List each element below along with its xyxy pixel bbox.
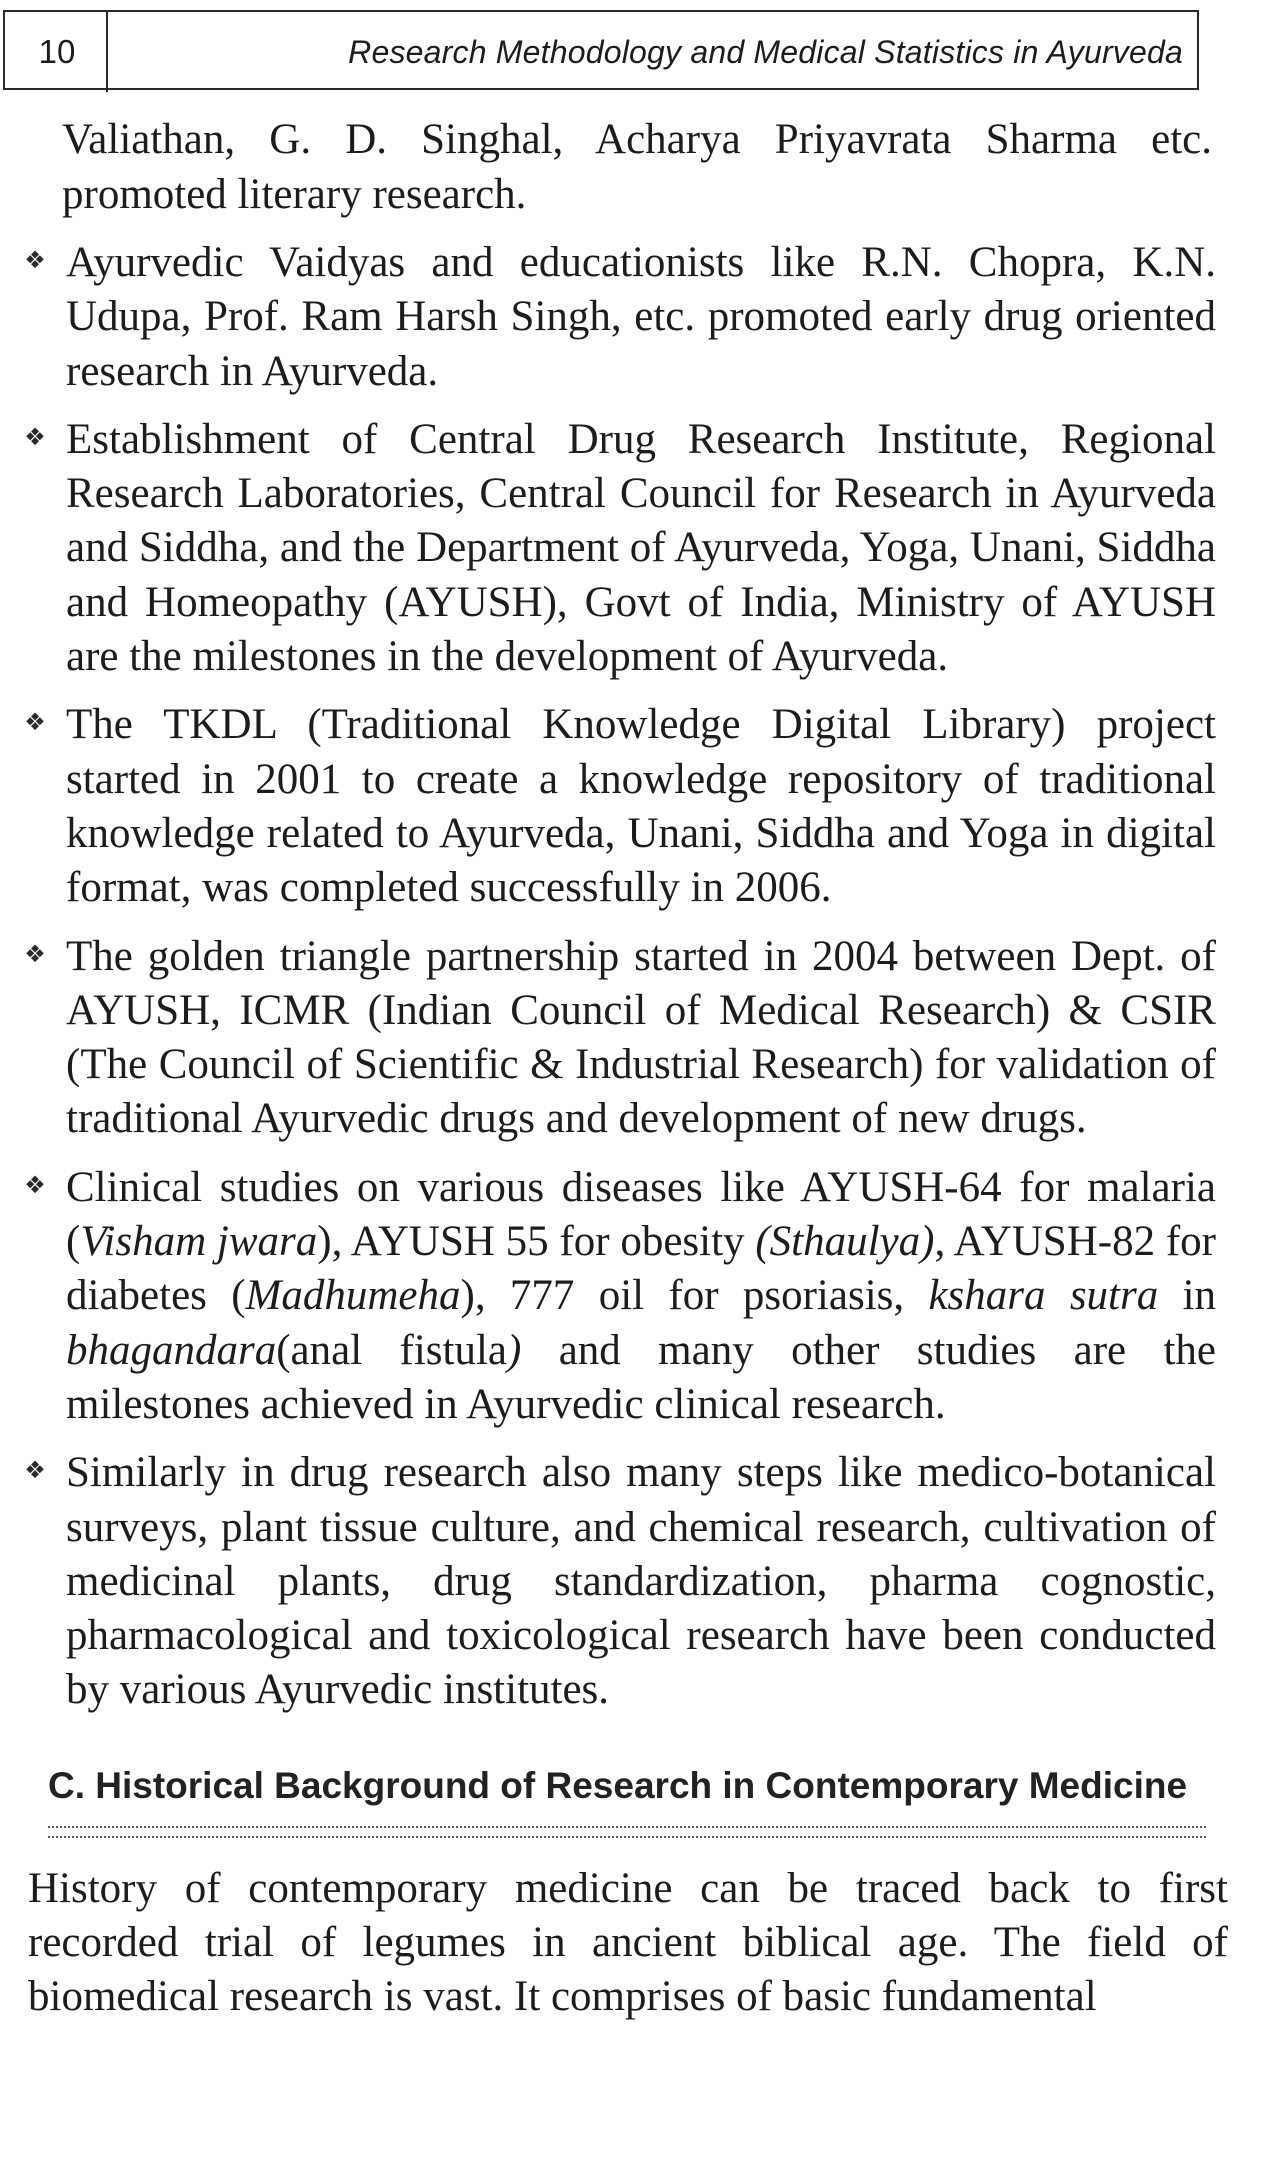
text-run: (anal fistula [276, 1326, 508, 1374]
italic-term: ) [507, 1326, 522, 1374]
continuation-paragraph: Valiathan, G. D. Singhal, Acharya Priyavrata Sharma etc. promoted literary research. [62, 116, 1212, 218]
page-body [0, 112, 1264, 2024]
list-item-text [66, 1161, 1216, 1432]
italic-term: Visham jwara [80, 1218, 318, 1266]
list-item-text: Ayurvedic Vaidyas and educationists like R.N. Chopra, K.N. Udupa, Prof. Ram Harsh Singh, etc. promoted early drug oriented research in Ayurveda. [66, 239, 1216, 395]
text-run: ), 777 oil for psoriasis, [460, 1272, 929, 1320]
italic-term: bhagandara [66, 1326, 277, 1374]
diamond-cluster-icon: ❖ [24, 246, 46, 274]
page-number: 10 [8, 12, 108, 92]
milestone-list [0, 236, 1264, 1718]
list-item [0, 1161, 1216, 1432]
list-item [0, 413, 1216, 684]
text-run: , AYUSH-82 for diabetes ( [66, 1218, 1216, 1320]
list-item [0, 930, 1216, 1147]
text-run: and many other studies are the milestones achieved in Ayurvedic clinical research. [66, 1326, 1216, 1428]
running-title: Research Methodology and Medical Statistics in Ayurveda [348, 33, 1183, 70]
italic-term: (Sthaulya) [755, 1218, 935, 1266]
heading-divider [48, 1826, 1206, 1838]
section-paragraph: History of contemporary medicine can be traced back to first recorded trial of legumes in ancient biblical age. The field of biomedical research is vast. It comprises of basic fundamental [28, 1864, 1228, 2020]
text-run: ), AYUSH 55 for obesity [317, 1218, 756, 1266]
diamond-cluster-icon: ❖ [24, 939, 46, 968]
text-run: in [1158, 1272, 1217, 1320]
list-item-text: The TKDL (Traditional Knowledge Digital Library) project started in 2001 to create a knowledge repository of traditional knowledge related to Ayurveda, Unani, Siddha and Yoga in digital format, was completed successfully in 2006. [66, 701, 1216, 912]
diamond-cluster-icon: ❖ [24, 1456, 46, 1485]
section-heading: C. Historical Background of Research in Contemporary Medicine [48, 1764, 1188, 1806]
page-header [3, 10, 1199, 90]
list-item-text: The golden triangle partnership started in 2004 between Dept. of AYUSH, ICMR (Indian Council of Medical Research) & CSIR (The Council of Scientific & Industrial Research) for validation of traditional Ayurvedic drugs and development of new drugs. [66, 932, 1216, 1143]
diamond-cluster-icon: ❖ [24, 1170, 46, 1199]
diamond-cluster-icon: ❖ [24, 708, 46, 737]
italic-term: kshara sutra [928, 1272, 1159, 1320]
list-item-text: Similarly in drug research also many steps like medico-botanical surveys, plant tissue culture, and chemical research, cultivation of medicinal plants, drug standardization, pharma cognostic, pharmacological and toxicological research have been conducted by various Ayurvedic institutes. [66, 1449, 1216, 1714]
list-item [0, 1446, 1216, 1717]
list-item-text: Establishment of Central Drug Research Institute, Regional Research Laboratories, Central Council for Research in Ayurveda and Siddha, and the Department of Ayurveda, Yoga, Unani, Siddha and Homeopathy (AYUSH), Govt of India, Ministry of AYUSH are the milestones in the development of Ayurveda. [66, 415, 1216, 681]
list-item [0, 236, 1216, 399]
list-item [0, 698, 1216, 915]
diamond-cluster-icon: ❖ [24, 422, 46, 451]
italic-term: Madhumeha [245, 1272, 461, 1320]
text-run: Clinical studies on various diseases like AYUSH-64 for malaria ( [66, 1163, 1216, 1266]
